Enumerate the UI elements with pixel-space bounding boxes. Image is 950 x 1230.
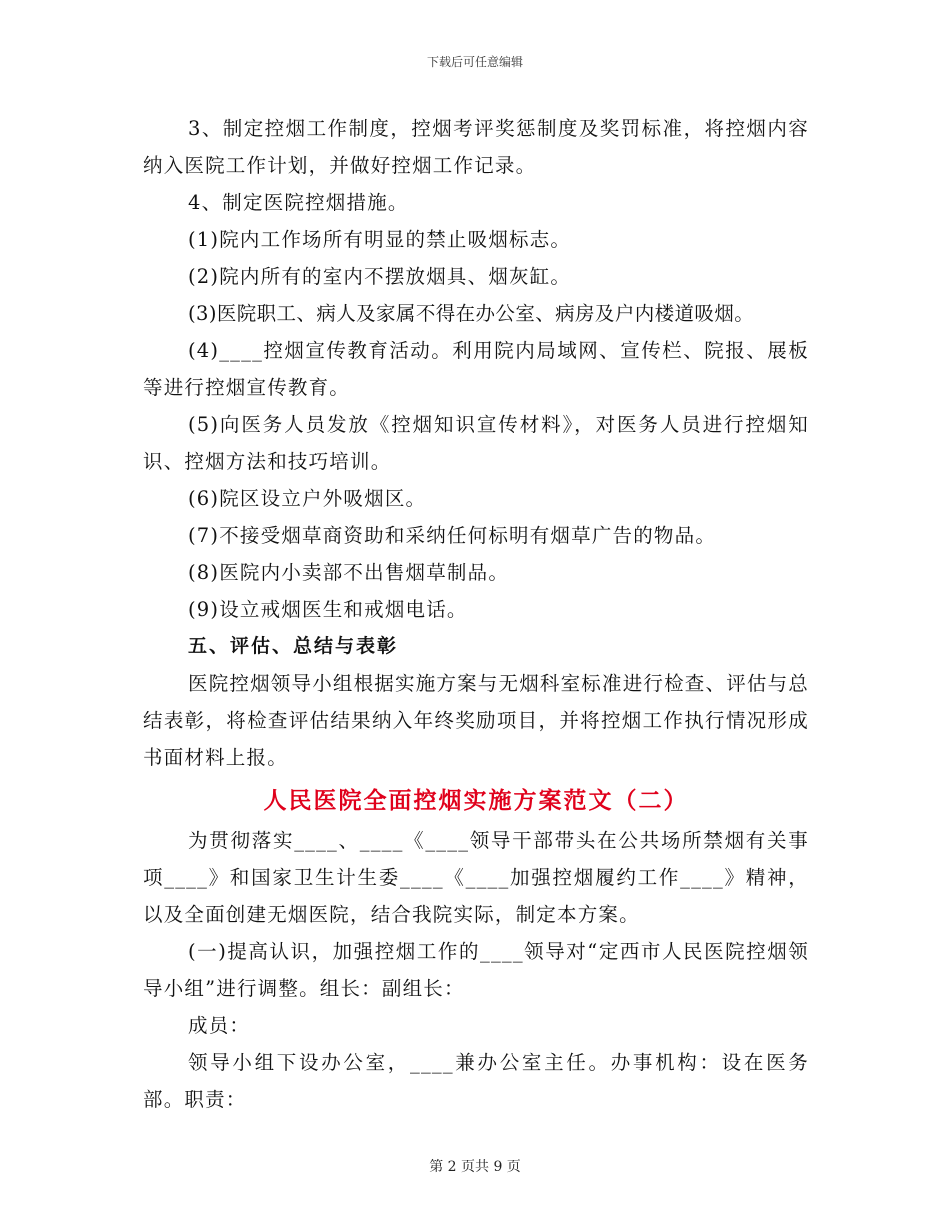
intro-paragraph: 为贯彻落实____、____《____领导干部带头在公共场所禁烟有关事项____》和国家卫生计生委____《____加强控烟履约工作____》精神，以及全面创建无烟医院，结合我院实际，制定本方案。 xyxy=(143,829,809,926)
list-item-6: (6)院区设立户外吸烟区。 xyxy=(188,487,427,510)
document-body xyxy=(143,110,809,1118)
list-item-2: (2)院内所有的室内不摆放烟具、烟灰缸。 xyxy=(188,265,572,288)
document-title: 人民医院全面控烟实施方案范文（二） xyxy=(263,788,689,814)
item-one-paragraph: (一)提高认识，加强控烟工作的____领导对“定西市人民医院控烟领导小组”进行调整。组长：副组长： xyxy=(143,940,809,1000)
members-line: 成员： xyxy=(188,1014,251,1037)
list-item-3: (3)医院职工、病人及家属不得在办公室、病房及户内楼道吸烟。 xyxy=(188,302,755,325)
office-paragraph: 领导小组下设办公室，____兼办公室主任。办事机构：设在医务部。职责： xyxy=(143,1051,809,1111)
list-item-9: (9)设立戒烟医生和戒烟电话。 xyxy=(188,598,468,621)
paragraph-measure-4: 4、制定医院控烟措施。 xyxy=(188,191,409,214)
section-heading: 五、评估、总结与表彰 xyxy=(188,635,399,657)
list-item-7: (7)不接受烟草商资助和采纳任何标明有烟草广告的物品。 xyxy=(188,524,717,547)
paragraph-measure-3: 3、制定控烟工作制度，控烟考评奖惩制度及奖罚标准，将控烟内容纳入医院工作计划，并做好控烟工作记录。 xyxy=(143,117,809,177)
page-header: 下载后可任意编辑 xyxy=(426,55,523,69)
list-item-1: (1)院内工作场所有明显的禁止吸烟标志。 xyxy=(188,228,572,251)
list-item-8: (8)医院内小卖部不出售烟草制品。 xyxy=(188,561,510,584)
list-item-5: (5)向医务人员发放《控烟知识宣传材料》，对医务人员进行控烟知识、控烟方法和技巧培训。 xyxy=(143,413,809,473)
page-footer: 第 2 页共 9 页 xyxy=(429,1159,521,1175)
list-item-4: (4)____控烟宣传教育活动。利用院内局域网、宣传栏、院报、展板等进行控烟宣传教育。 xyxy=(143,339,809,399)
section-paragraph: 医院控烟领导小组根据实施方案与无烟科室标准进行检查、评估与总结表彰，将检查评估结果纳入年终奖励项目，并将控烟工作执行情况形成书面材料上报。 xyxy=(143,672,810,769)
